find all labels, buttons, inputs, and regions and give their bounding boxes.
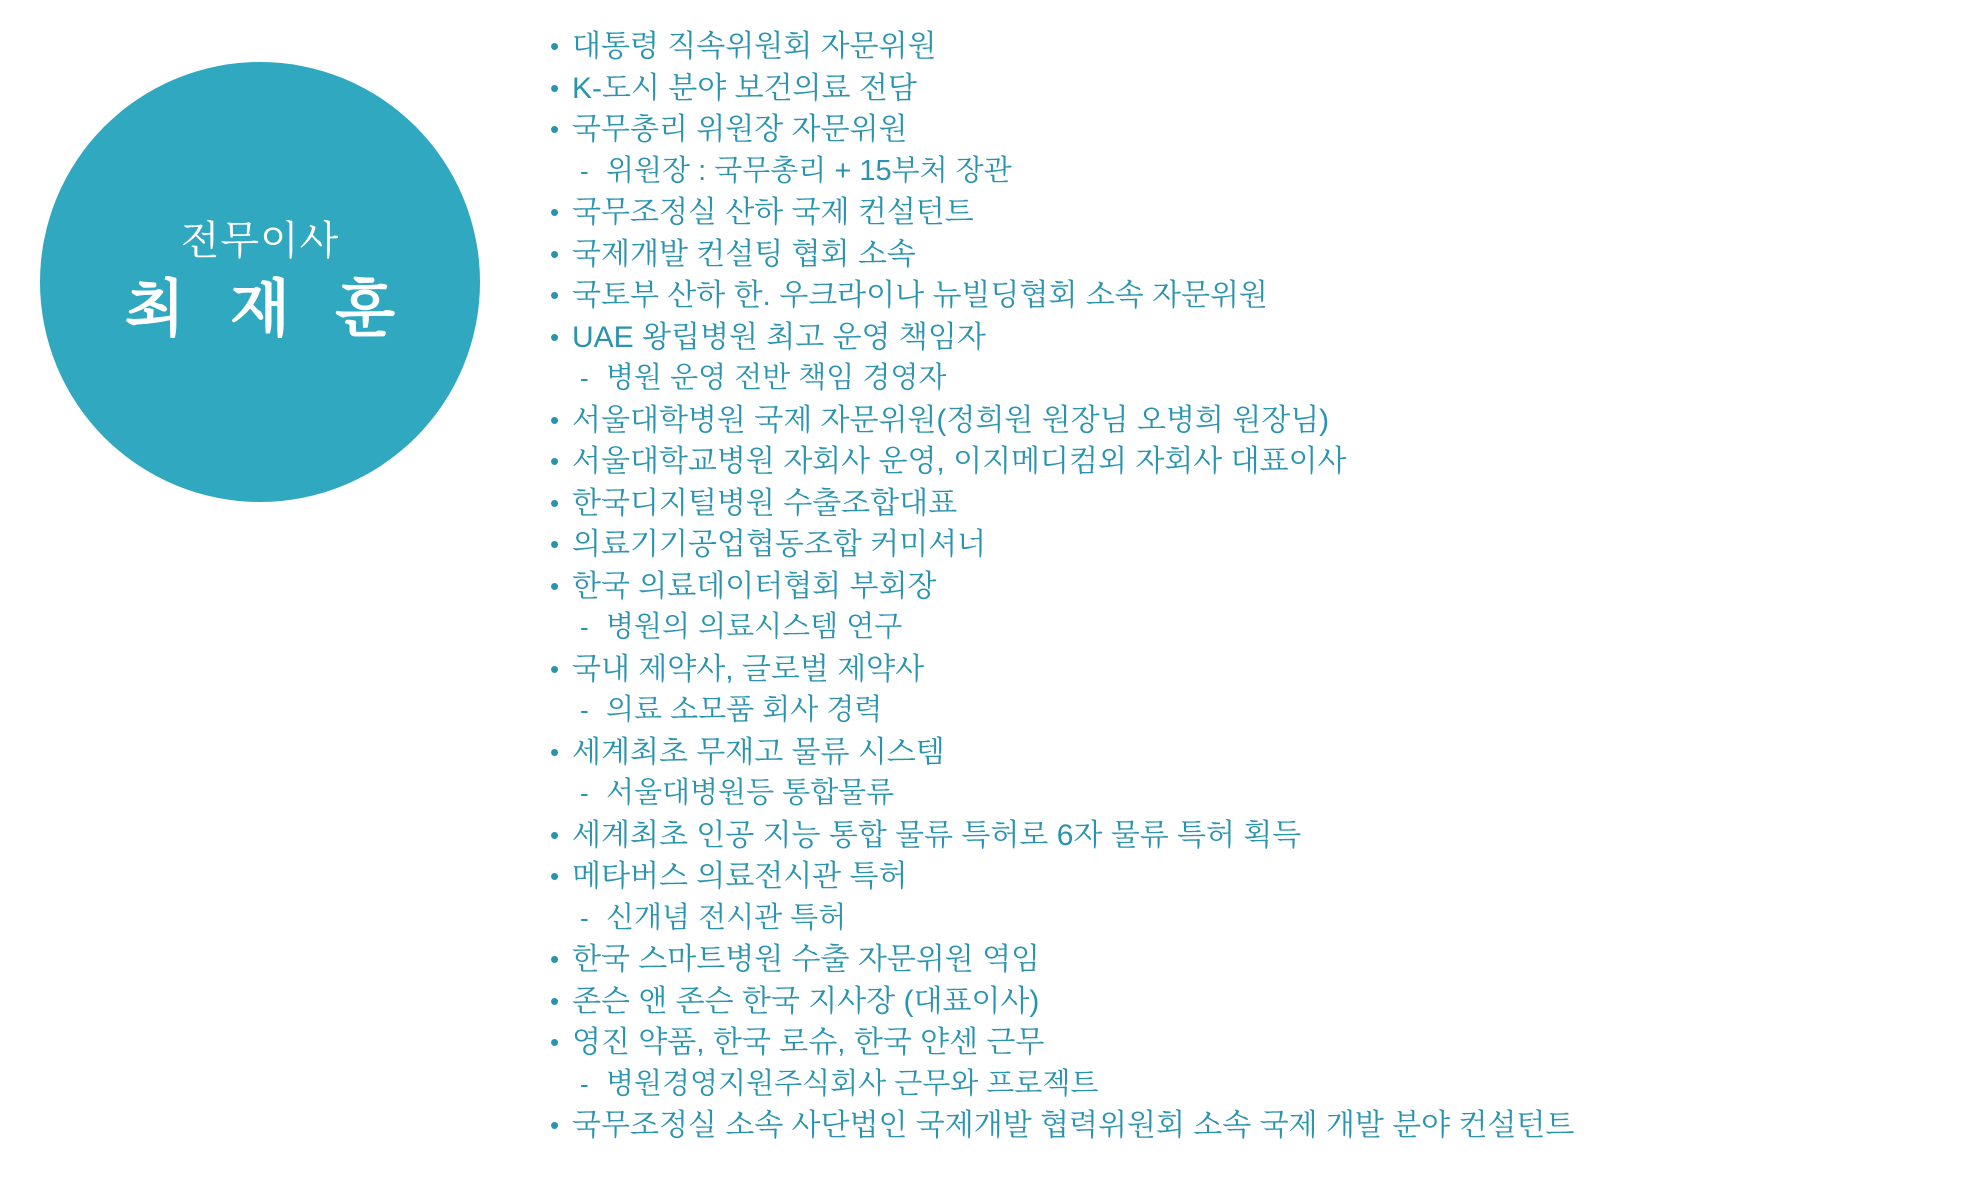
credentials-list — [550, 26, 1924, 1147]
badge-area — [0, 0, 520, 502]
credential-text: 세계최초 무재고 물류 시스템 — [572, 735, 945, 769]
bullet-icon: • — [550, 736, 560, 767]
credential-text: 의료기기공업협동조합 커미셔너 — [572, 528, 987, 561]
credential-item — [550, 483, 1924, 525]
bullet-icon: • — [550, 72, 560, 103]
credential-text: 국내 제약사, 글로벌 제약사 — [572, 652, 925, 686]
bullet-icon: • — [550, 570, 560, 601]
bullet-icon: • — [550, 529, 560, 559]
bullet-icon: • — [550, 280, 560, 310]
credential-item — [550, 26, 1924, 68]
credential-text: 서울대학병원 국제 자문위원(정희원 원장님 오병희 원장님) — [572, 403, 1330, 437]
credential-item — [550, 192, 1924, 234]
credential-text: 존슨 앤 존슨 한국 지사장 (대표이사) — [572, 984, 1040, 1018]
credential-item — [550, 68, 1924, 110]
dash-icon: - — [580, 695, 589, 725]
credential-text: 국무조정실 산하 국제 컨설턴트 — [572, 196, 974, 229]
dash-icon: - — [580, 902, 589, 933]
credential-subitem — [550, 1064, 1924, 1106]
credential-item — [550, 815, 1924, 857]
credential-item — [550, 1022, 1924, 1064]
credential-subitem — [550, 898, 1924, 940]
credential-item — [550, 1105, 1924, 1147]
bullet-icon: • — [550, 985, 560, 1016]
credential-text: 국무조정실 소속 사단법인 국제개발 협력위원회 소속 국제 개발 분야 컨설턴트 — [572, 1109, 1575, 1142]
credential-text: 국무총리 위원장 자문위원 — [572, 113, 908, 146]
credential-subitem — [550, 358, 1924, 400]
credential-text: K-도시 분야 보건의료 전담 — [572, 71, 917, 105]
credential-text: 대통령 직속위원회 자문위원 — [572, 30, 937, 63]
credential-item — [550, 732, 1924, 774]
credential-text: 국제개발 컨설팅 협회 소속 — [572, 237, 916, 271]
profile-badge — [40, 62, 480, 502]
credential-item — [550, 317, 1924, 359]
credential-subitem — [550, 773, 1924, 815]
dash-icon: - — [580, 612, 589, 642]
credential-item — [550, 566, 1924, 608]
credential-item — [550, 524, 1924, 566]
credential-item — [550, 275, 1924, 317]
credential-item — [550, 400, 1924, 442]
bullet-icon: • — [550, 653, 560, 684]
profile-name: 최 재 훈 — [124, 274, 410, 344]
bullet-icon: • — [550, 238, 560, 269]
credential-text: 국토부 산하 한. 우크라이나 뉴빌딩협회 소속 자문위원 — [572, 279, 1268, 312]
credential-item — [550, 234, 1924, 276]
credential-text: 메타버스 의료전시관 특허 — [572, 860, 908, 893]
bullet-icon: • — [550, 114, 560, 144]
credential-item — [550, 649, 1924, 691]
credentials-area — [520, 0, 1964, 1147]
bullet-icon: • — [550, 446, 560, 476]
credential-text: 의료 소모품 회사 경력 — [606, 694, 883, 726]
credential-text: 병원경영지원주식회사 근무와 프로젝트 — [606, 1067, 1099, 1100]
dash-icon: - — [580, 155, 589, 186]
credential-text: 서울대학교병원 자회사 운영, 이지메디컴외 자회사 대표이사 — [572, 445, 1347, 478]
credential-item — [550, 109, 1924, 151]
credential-text: UAE 왕립병원 최고 운영 책임자 — [572, 320, 986, 354]
credential-text: 한국 의료데이터협회 부회장 — [572, 569, 937, 603]
bullet-icon: • — [550, 487, 560, 518]
bullet-icon: • — [550, 861, 560, 891]
profile-role: 전무이사 — [180, 218, 340, 263]
credential-subitem — [550, 690, 1924, 732]
credential-text: 위원장 : 국무총리 + 15부처 장관 — [606, 154, 1012, 187]
bullet-icon: • — [550, 31, 560, 61]
credential-subitem — [550, 607, 1924, 649]
credential-item — [550, 856, 1924, 898]
credential-item — [550, 441, 1924, 483]
credential-item — [550, 981, 1924, 1023]
credential-item — [550, 939, 1924, 981]
bullet-icon: • — [550, 819, 560, 850]
credential-subitem — [550, 151, 1924, 193]
credential-text: 한국 스마트병원 수출 자문위원 역임 — [572, 943, 1041, 976]
bullet-icon: • — [550, 1110, 560, 1140]
credential-text: 신개념 전시관 특허 — [606, 901, 847, 934]
credential-text: 영진 약품, 한국 로슈, 한국 얀센 근무 — [572, 1026, 1045, 1059]
credential-text: 병원 운영 전반 책임 경영자 — [606, 362, 947, 394]
bullet-icon: • — [550, 197, 560, 227]
credential-text: 세계최초 인공 지능 통합 물류 특허로 6자 물류 특허 획득 — [572, 818, 1302, 852]
bullet-icon: • — [550, 321, 560, 352]
dash-icon: - — [580, 363, 589, 393]
dash-icon: - — [580, 778, 589, 808]
bullet-icon: • — [550, 404, 560, 435]
bullet-icon: • — [550, 944, 560, 974]
credential-text: 병원의 의료시스템 연구 — [606, 611, 903, 643]
dash-icon: - — [580, 1068, 589, 1099]
bullet-icon: • — [550, 1027, 560, 1057]
credential-text: 한국디지털병원 수출조합대표 — [572, 486, 958, 520]
credential-text: 서울대병원등 통합물류 — [606, 777, 895, 809]
